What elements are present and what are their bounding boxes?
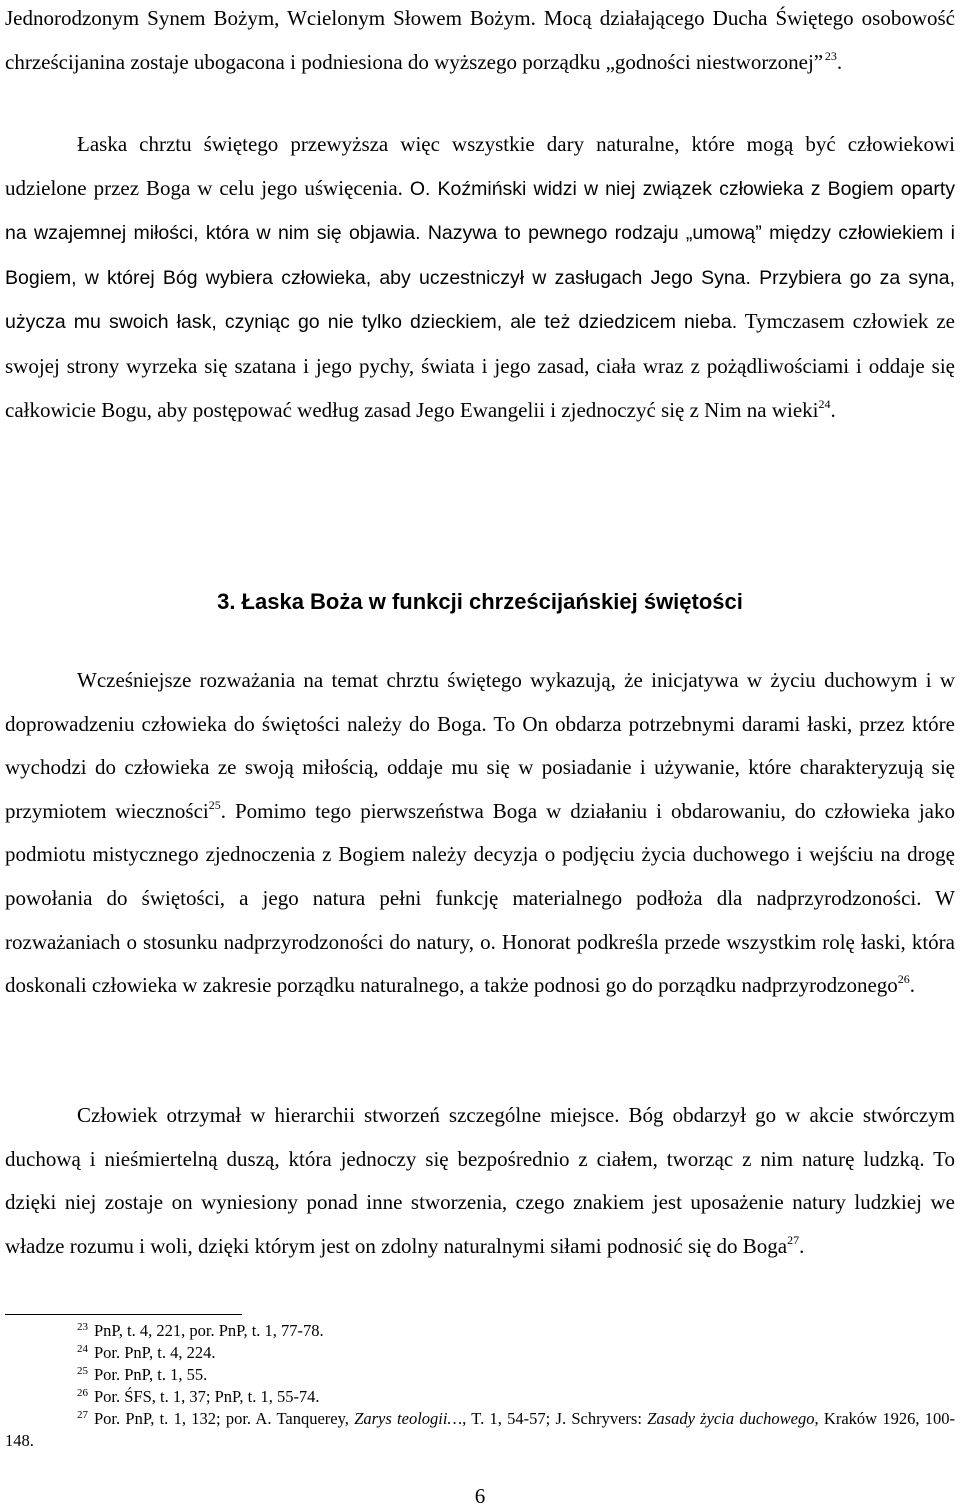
- paragraph-text: . Pomimo tego pierwszeństwa Boga w działaniu i obdarowaniu, do człowieka jako podmiotu mistycznego zjednoczenia z Bogiem należy decyzja o podjęciu życia duchowego i wejściu na drogę powołania do świętości, a jego natura pełni funkcję materialnego podłoża dla nadprzyrodzoności. W rozważaniach o stosunku nadprzyrodzoności do natury, o. Honorat podkreśla przede wszystkim rolę łaski, która doskonali człowieka w zakresie porządku naturalnego, a także podnosi go do porządku nadprzyrodzonego: [5, 798, 955, 998]
- footnote-text: Por. PnP, t. 4, 224.: [94, 1343, 216, 1362]
- footnote-text: PnP, t. 4, 221, por. PnP, t. 1, 77-78.: [94, 1321, 324, 1340]
- footnote-text: Por. ŚFS, t. 1, 37; PnP, t. 1, 55-74.: [94, 1387, 320, 1406]
- footnote-number: 23: [77, 1321, 88, 1333]
- footnote-text: , Kraków 1926, 100-148.: [5, 1409, 955, 1450]
- footnote-reference[interactable]: 26: [897, 972, 910, 987]
- paragraph-text: Wcześniejsze rozważania na temat chrztu świętego wykazują, że inicjatywa w życiu duchowym i w doprowadzeniu człowieka do świętości należy do Boga. To On obdarza potrzebnymi darami łaski, przez które wychodzi do człowieka ze swoją miłością, oddaje mu się w posiadanie i używanie, które charakteryzują się przymiotem wieczności: [5, 668, 955, 823]
- book-title: Zarys teologii…: [354, 1409, 463, 1428]
- page-number: 6: [474, 1484, 486, 1508]
- footnote-reference[interactable]: 24: [818, 396, 831, 411]
- book-title: Zasady życia duchowego: [647, 1409, 815, 1428]
- paragraph-text: Tymczasem człowiek ze swojej strony wyrzeka się szatana i jego pychy, świata i jego zasad, ciała wraz z pożądliwościami i oddaje się całkowicie Bogu, aby postępować według zasad Jego Ewangelii i zjednoczyć się z Nim na wieki: [5, 309, 955, 422]
- body-paragraph: [5, 0, 955, 84]
- paragraph-end: .: [909, 973, 916, 998]
- footnote-number: 24: [77, 1343, 88, 1355]
- footnote-reference[interactable]: 25: [208, 797, 221, 812]
- footnote: [5, 1320, 955, 1342]
- body-paragraph: [5, 123, 955, 432]
- paragraph-text-sans: O. Koźmiński widzi w niej związek człowieka z Bogiem oparty na wzajemnej miłości, która w nim się objawia. Nazywa to pewnego rodzaju „umową” między człowiekiem i Bogiem, w której Bóg wybiera człowieka, aby uczestniczył w zasługach Jego Syna. Przybiera go za syna, użycza mu swoich łask, czyniąc go nie tylko dzieckiem, ale też dziedzicem nieba.: [5, 177, 955, 334]
- paragraph-end: .: [836, 49, 843, 74]
- footnote: [5, 1408, 955, 1452]
- body-paragraph: [5, 659, 955, 1008]
- footnote-reference[interactable]: 27: [787, 1232, 800, 1247]
- footnote-text: Por. PnP, t. 1, 55.: [94, 1365, 208, 1384]
- section-heading: 3. Łaska Boża w funkcji chrześcijańskiej świętości: [217, 589, 743, 614]
- body-paragraph: [5, 1094, 955, 1268]
- footnote-number: 25: [77, 1365, 88, 1377]
- footnote: [5, 1386, 955, 1408]
- footnote-number: 26: [77, 1387, 88, 1399]
- footnote-separator: [5, 1314, 242, 1315]
- footnote-text: Por. PnP, t. 1, 132; por. A. Tanquerey,: [94, 1409, 355, 1428]
- paragraph-text: Człowiek otrzymał w hierarchii stworzeń szczególne miejsce. Bóg obdarzył go w akcie stwórczym duchową i nieśmiertelną duszą, która jednoczy się bezpośrednio z ciałem, tworząc z nim naturę ludzką. To dzięki niej zostaje on wyniesiony ponad inne stworzenia, czego znakiem jest uposażenie natury ludzkiej we władze rozumu i woli, dzięki którym jest on zdolny naturalnymi siłami podnosić się do Boga: [5, 1103, 955, 1258]
- paragraph-text: Łaska chrztu świętego przewyższa więc wszystkie dary naturalne, które mogą być człowiekowi udzielone przez Boga w celu jego uświęcenia.: [5, 132, 955, 200]
- footnotes: [5, 1320, 955, 1452]
- paragraph-text: Jednorodzonym Synem Bożym, Wcielonym Słowem Bożym. Mocą działającego Ducha Świętego osobowość chrześcijanina zostaje ubogacona i podniesiona do wyższego porządku „godności niestworzonej”: [5, 6, 955, 74]
- footnote-reference[interactable]: 23: [824, 48, 837, 63]
- footnote: [5, 1342, 955, 1364]
- paragraph-end: .: [830, 397, 836, 422]
- footnote-number: 27: [77, 1409, 88, 1421]
- footnote: [5, 1364, 955, 1386]
- paragraph-end: .: [799, 1233, 805, 1258]
- footnote-text: , T. 1, 54-57; J. Schryvers:: [462, 1409, 648, 1428]
